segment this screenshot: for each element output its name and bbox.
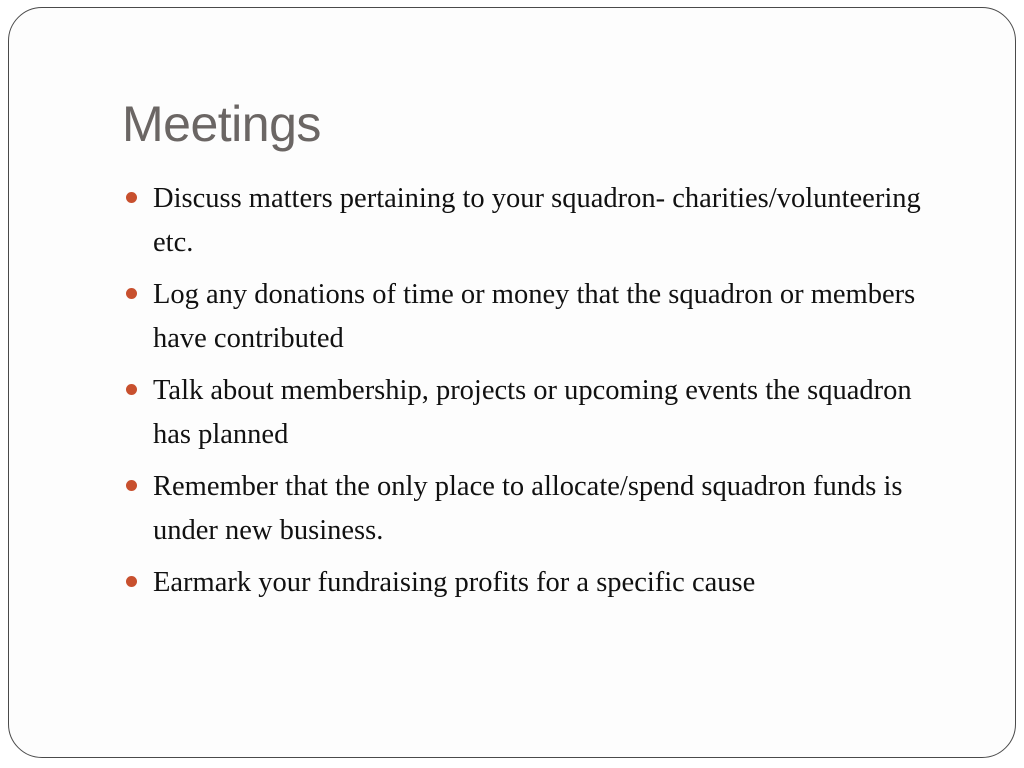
slide-frame [8,7,1016,758]
bullet-dot-icon [126,576,137,587]
bullet-item [122,177,922,265]
bullet-text: Discuss matters pertaining to your squadron- charities/volunteering etc. [153,183,921,258]
bullet-text: Remember that the only place to allocate/spend squadron funds is under new business. [153,471,903,546]
bullet-item [122,561,922,605]
bullet-dot-icon [126,480,137,491]
bullet-text: Earmark your fundraising profits for a specific cause [153,567,756,598]
bullet-text: Log any donations of time or money that the squadron or members have contributed [153,279,916,354]
bullet-item [122,369,922,457]
bullet-dot-icon [126,384,137,395]
bullet-text: Talk about membership, projects or upcoming events the squadron has planned [153,375,912,450]
bullet-dot-icon [126,192,137,203]
bullet-item [122,465,922,553]
bullet-dot-icon [126,288,137,299]
bullet-item [122,273,922,361]
slide-title: Meetings [122,96,321,152]
bullet-list [122,177,922,613]
